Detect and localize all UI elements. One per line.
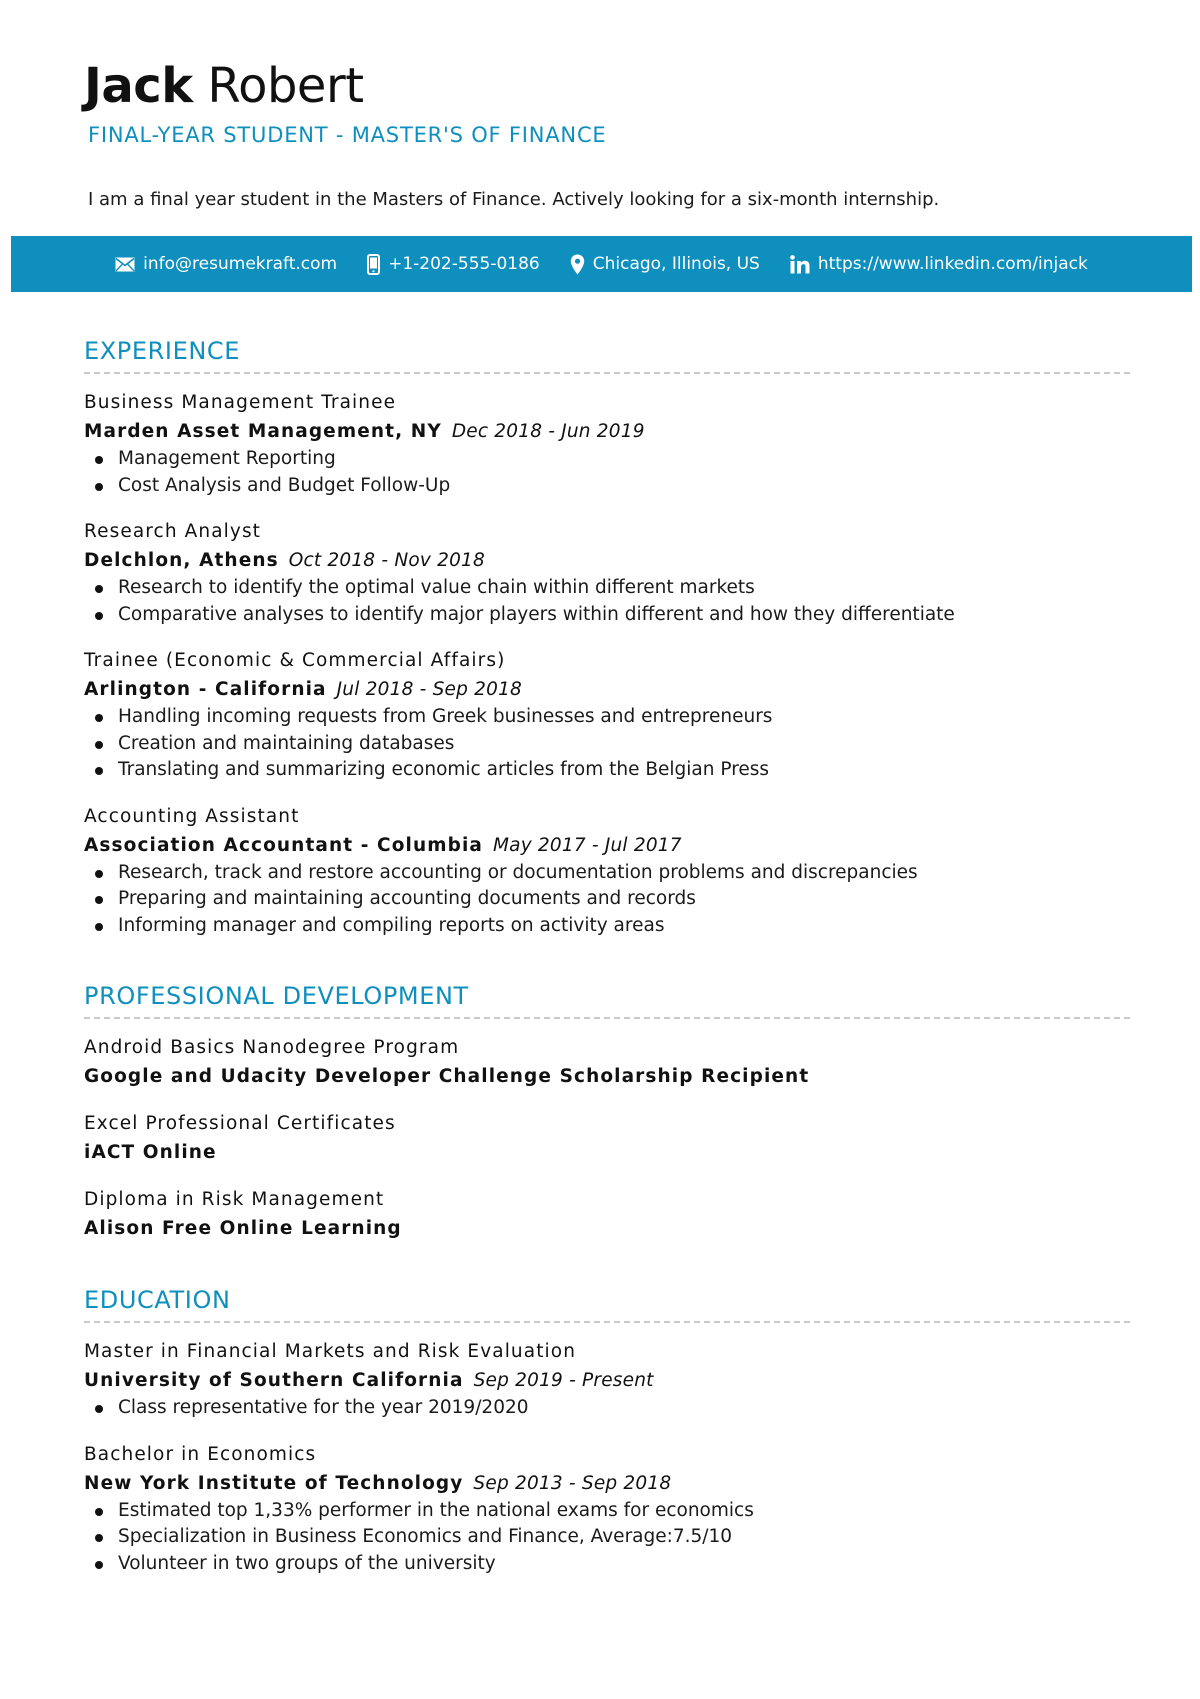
job-org-line [84,546,1130,575]
education-entry [84,1440,1130,1578]
job-dates: Dec 2018 - Jun 2019 [451,421,645,442]
experience-entry [84,517,1130,628]
contact-email[interactable] [115,254,337,274]
map-pin-icon [570,254,585,275]
contact-linkedin[interactable] [790,254,1088,274]
company: Arlington - California [84,679,327,700]
section-divider [84,1017,1130,1019]
company: Marden Asset Management, NY [84,421,442,442]
bullet-list [84,704,1130,784]
certification-name: Excel Professional Certificates [84,1113,396,1134]
degree: Bachelor in Economics [84,1443,317,1465]
experience-entry [84,388,1130,499]
contact-location[interactable] [570,254,760,275]
professional-development-section [84,981,1130,1243]
education-section [84,1285,1130,1577]
bullet-item: Translating and summarizing economic articles from the Belgian Press [84,757,1130,784]
bullet-item: Handling incoming requests from Greek businesses and entrepreneurs [84,704,1130,731]
bullet-item: Comparative analyses to identify major players within different and how they differentiate [84,602,1130,629]
experience-entry [84,802,1130,940]
school-line [84,1366,1130,1395]
school: University of Southern California [84,1370,464,1391]
resume-content [84,336,1130,1619]
job-dates: Jul 2018 - Sep 2018 [336,679,523,700]
bullet-list [84,860,1130,940]
bullet-list [84,1498,1130,1578]
candidate-name [84,56,364,116]
job-title: Business Management Trainee [84,392,397,413]
bullet-list [84,446,1130,499]
section-title-experience: EXPERIENCE [84,337,241,365]
certification-entry [84,1185,1130,1243]
section-divider [84,372,1130,374]
bullet-item: Informing manager and compiling reports on activity areas [84,913,1130,940]
section-title-professional-development: PROFESSIONAL DEVELOPMENT [84,982,469,1010]
location-text: Chicago, Illinois, US [592,254,760,274]
job-org-line [84,831,1130,860]
bullet-item: Research to identify the optimal value chain within different markets [84,575,1130,602]
phone-text: +1-202-555-0186 [388,254,540,274]
bullet-item: Class representative for the year 2019/2020 [84,1395,1130,1422]
job-org-line [84,675,1130,704]
experience-section [84,336,1130,939]
contact-bar [11,236,1192,292]
job-dates: May 2017 - Jul 2017 [493,834,682,856]
job-title: Trainee (Economic & Commercial Affairs) [84,650,506,671]
certification-entry [84,1033,1130,1091]
bullet-list [84,575,1130,628]
headline: FINAL-YEAR STUDENT - MASTER'S OF FINANCE [88,123,607,147]
certification-name: Android Basics Nanodegree Program [84,1037,460,1058]
bullet-list [84,1395,1130,1422]
mobile-phone-icon [367,254,380,275]
certification-org: Alison Free Online Learning [84,1218,402,1239]
company: Delchlon, Athens [84,550,279,571]
first-name: Jack [84,58,193,114]
bullet-item: Specialization in Business Economics and Finance, Average:7.5/10 [84,1524,1130,1551]
school: New York Institute of Technology [84,1472,464,1494]
bullet-item: Preparing and maintaining accounting documents and records [84,886,1130,913]
job-title: Accounting Assistant [84,805,300,827]
email-text: info@resumekraft.com [143,254,338,274]
bullet-item: Volunteer in two groups of the university [84,1551,1130,1578]
certification-org: Google and Udacity Developer Challenge Scholarship Recipient [84,1066,810,1087]
education-dates: Sep 2013 - Sep 2018 [473,1472,672,1494]
certification-entry [84,1109,1130,1167]
bullet-item: Cost Analysis and Budget Follow-Up [84,473,1130,500]
school-line [84,1469,1130,1498]
contact-phone[interactable] [367,254,540,275]
job-org-line [84,417,1130,446]
section-divider [84,1321,1130,1323]
section-title-education: EDUCATION [84,1286,231,1314]
certification-org: iACT Online [84,1142,217,1163]
bullet-item: Management Reporting [84,446,1130,473]
linkedin-text: https://www.linkedin.com/injack [817,254,1088,274]
experience-entry [84,646,1130,784]
certification-name: Diploma in Risk Management [84,1189,385,1210]
summary: I am a final year student in the Masters of Finance. Actively looking for a six-month internship. [88,189,940,210]
job-dates: Oct 2018 - Nov 2018 [288,550,485,571]
job-title: Research Analyst [84,521,262,542]
bullet-item: Estimated top 1,33% performer in the national exams for economics [84,1498,1130,1525]
degree: Master in Financial Markets and Risk Evaluation [84,1341,577,1362]
company: Association Accountant - Columbia [84,834,483,856]
bullet-item: Research, track and restore accounting or documentation problems and discrepancies [84,860,1130,887]
envelope-icon [115,257,135,272]
linkedin-icon [790,255,810,274]
education-entry [84,1337,1130,1422]
bullet-item: Creation and maintaining databases [84,731,1130,758]
last-name: Robert [207,58,364,114]
education-dates: Sep 2019 - Present [473,1370,654,1391]
